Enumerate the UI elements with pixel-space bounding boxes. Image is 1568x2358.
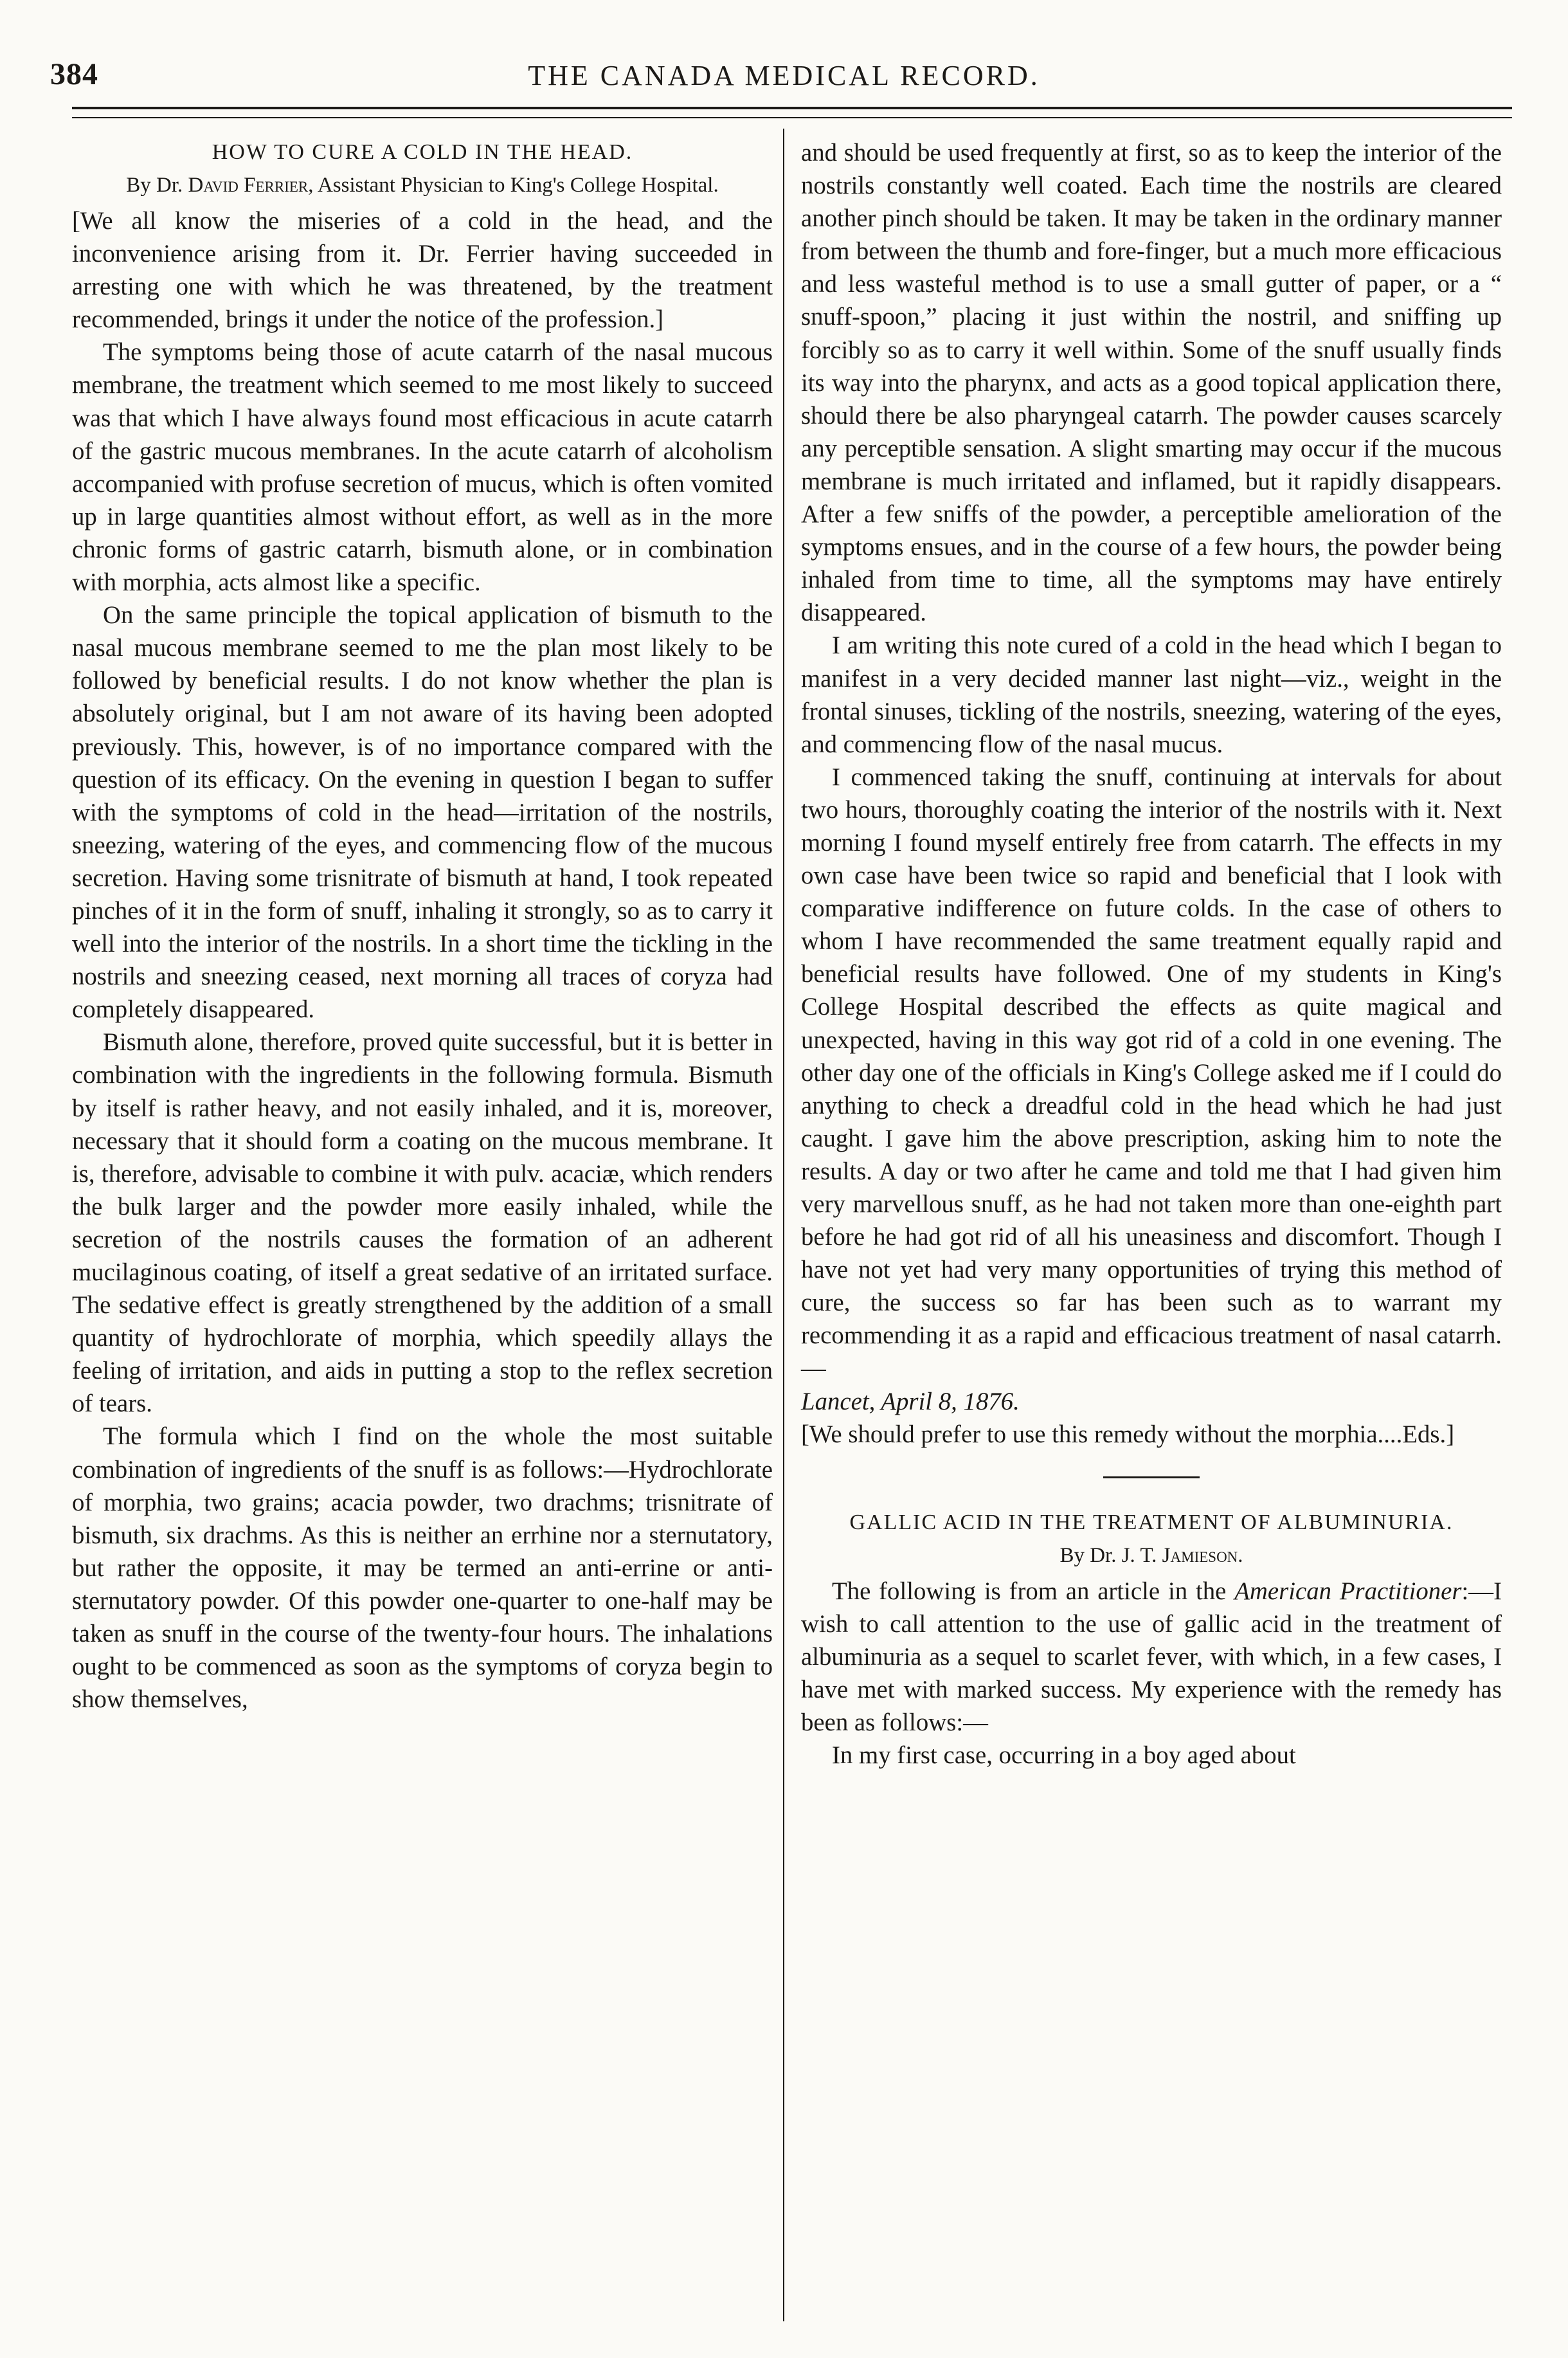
column-divider [783,129,784,2321]
editor-note: [We all know the miseries of a cold in the head, and the inconvenience arising from it. Dr. Ferrier having succeeded in arresting one with which he was threatened, by the treatment recommended, brings it under the notice of the profession.] [72,207,773,334]
article-byline [801,1541,1502,1570]
article-byline [72,171,773,199]
body-paragraph: I commenced taking the snuff, continuing at intervals for about two hours, thoroughly coating the interior of the nostrils with it. Next morning I found myself entirely free from catarrh. The effects in my own case have been twice so rapid and beneficial that I look with comparative indifference on future colds. In the case of others to whom I have recommended the same treatment equally rapid and beneficial results have followed. One of my students in King's College Hospital described the effects as quite magical and unexpected, having in this way got rid of a cold in one evening. The other day one of the officials in King's College asked me if I could do anything to check a dreadful cold in the head which he had just caught. I gave him the above prescription, asking him to note the results. A day or two after he came and told me that I had given him very marvellous snuff, as he had not taken more than one-eighth part before he had got rid of all his uneasiness and discomfort. Though I have not yet had very many opportunities of trying this method of cure, the success so far has been such as to warrant my recommending it as a rapid and efficacious treatment of nasal catarrh.— [801,763,1502,1383]
body-paragraph [801,1575,1502,1739]
article-title: GALLIC ACID IN THE TREATMENT OF ALBUMINURIA. [849,1510,1454,1534]
left-column [72,136,773,1716]
page-number: 384 [50,57,98,91]
body-paragraph: Bismuth alone, therefore, proved quite successful, but it is better in combination with the ingredients in the following formula. Bismuth by itself is rather heavy, and not easily inhaled, and it is, moreover, necessary that it should form a coating on the mucous membrane. It is, therefore, advisable to combine it with pulv. acaciæ, which renders the bulk larger and the powder more easily inhaled, while the secretion of the nostrils causes the formation of an adherent mucilaginous coating, of itself a great sedative of an irritated surface. The sedative effect is greatly strengthened by the addition of a small quantity of hydrochlorate of morphia, which speedily allays the feeling of irritation, and aids in putting a stop to the reflex secretion of tears. [72,1028,773,1418]
right-column [801,136,1502,1772]
body-paragraph: In my first case, occurring in a boy aged about [832,1741,1296,1770]
intro-lead: The following is from an article in the [832,1577,1227,1605]
byline-prefix: By Dr. [126,174,183,197]
body-paragraph-continued: and should be used frequently at first, so as to keep the interior of the nostrils constantly well coated. Each time the nostrils are cleared another pinch should be taken. It may be taken in the ordinary manner from between the thumb and fore-finger, but a much more efficacious and less wasteful method is to use a small gutter of paper, or a “ snuff-spoon,” placing it just within the nostril, and sniffing up forcibly so as to carry it well within. Some of the snuff usually finds its way into the pharynx, and acts as a good topical application there, should there be also pharyngeal catarrh. The powder causes scarcely any perceptible sensation. A slight smarting may occur if the mucous membrane is much irritated and inflamed, but it rapidly disappears. After a few sniffs of the powder, a perceptible amelioration of the symptoms ensues, and in the course of a few hours, the powder being inhaled from time to time, all the symptoms may have entirely disappeared. [801,139,1502,627]
running-head [0,57,1568,95]
byline-prefix: By Dr. [1059,1543,1117,1567]
journal-title: THE CANADA MEDICAL RECORD. [528,60,1040,91]
journal-name: American Practitioner [1234,1577,1462,1605]
body-paragraph: I am writing this note cured of a cold in the head which I began to manifest in a very decided manner last night—viz., weight in the frontal sinuses, tickling of the nostrils, sneezing, watering of the eyes, and commencing flow of the nasal mucus. [801,631,1502,758]
body-paragraph: The formula which I find on the whole the most suitable combination of ingredients of the snuff is as follows:—Hydrochlorate of morphia, two grains; acacia powder, two drachms; trisnitrate of bismuth, six drachms. As this is neither an errhine nor a sternutatory, but rather the opposite, it may be termed an anti-errine or anti-sternutatory powder. Of this powder one-quarter to one-half may be taken as snuff in the course of the twenty-four hours. The inhalations ought to be commenced as soon as the symptoms of coryza begin to show themselves, [72,1422,773,1714]
header-double-rule [72,107,1512,118]
source-citation [801,1385,1502,1418]
intro-rest: :—I wish to call attention to the use of gallic acid in the treatment of albuminuria as a sequel to scarlet fever, with which, in a few cases, I have met with marked success. My experience with the remedy has been as follows:— [801,1577,1502,1737]
author-affiliation: Assistant Physician to King's College Hospital. [317,174,719,197]
author-name: David Ferrier, [188,174,314,197]
article-title: HOW TO CURE A COLD IN THE HEAD. [212,140,633,164]
editors-note: [We should prefer to use this remedy without the morphia....Eds.] [801,1420,1455,1448]
author-name: J. T. Jamieson. [1121,1543,1243,1567]
body-paragraph: The symptoms being those of acute catarrh of the nasal mucous membrane, the treatment which seemed to me most likely to succeed was that which I have always found most efficacious in acute catarrh of the gastric mucous membranes. In the acute catarrh of alcoholism accompanied with profuse secretion of mucus, which is often vomited up in large quantities almost without effort, as well as in the more chronic forms of gastric catarrh, bismuth alone, or in combination with morphia, acts almost like a specific. [72,338,773,597]
body-paragraph: On the same principle the topical application of bismuth to the nasal mucous membrane seemed to me the plan most likely to be followed by beneficial results. I do not know whether the plan is absolutely original, but I am not aware of its having been adopted previously. This, however, is of no importance compared with the question of its efficacy. On the evening in question I began to suffer with the symptoms of cold in the head—irritation of the nostrils, sneezing, watering of the eyes, and commencing flow of the mucous secretion. Having some trisnitrate of bismuth at hand, I took repeated pinches of it in the form of snuff, inhaling it strongly, so as to carry it well into the interior of the nostrils. In a short time the tickling in the nostrils and sneezing ceased, next morning all traces of coryza had completely disappeared. [72,601,773,1024]
citation-text: Lancet, April 8, 1876. [801,1387,1020,1415]
article-separator [1103,1476,1200,1478]
